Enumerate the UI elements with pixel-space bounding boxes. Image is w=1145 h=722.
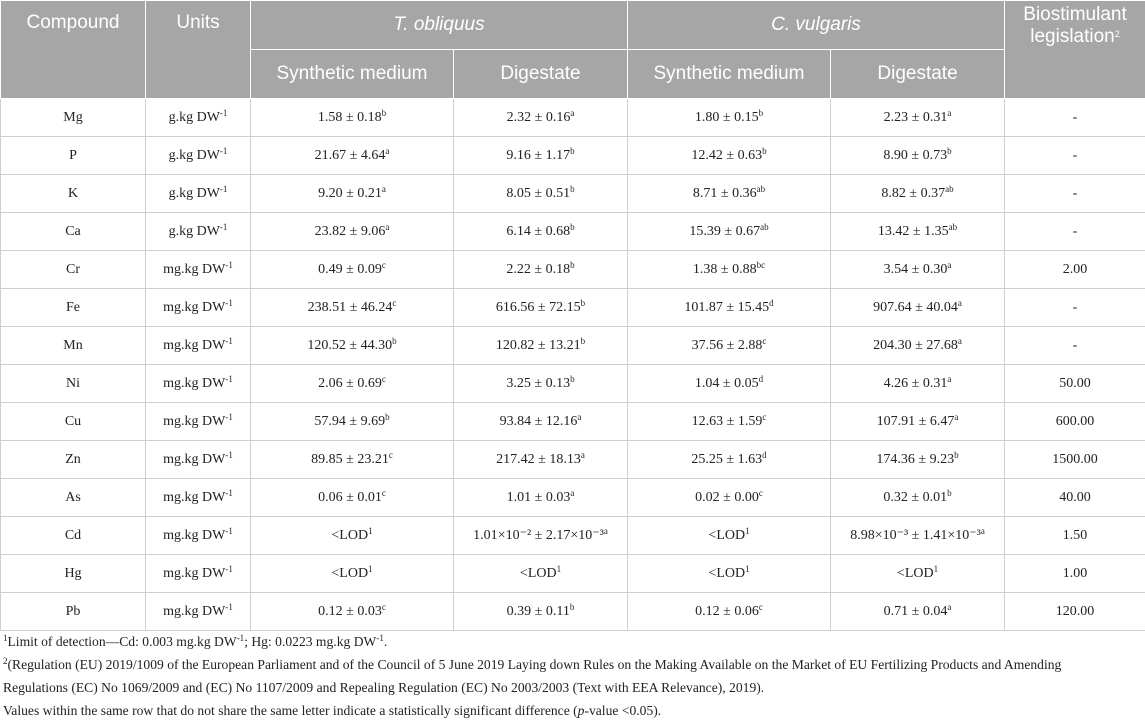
cell-t-obliquus-digestate: 8.05 ± 0.51$^b$ bbox=[454, 175, 628, 213]
cell-c-vulgaris-synthetic: 8.71 ± 0.36$^{ab}$ bbox=[628, 175, 831, 213]
cell-legislation: 1500.00 bbox=[1005, 441, 1145, 479]
subheader-c-digestate: Digestate bbox=[831, 50, 1005, 99]
cell-t-obliquus-digestate: 2.32 ± 0.16$^a$ bbox=[454, 99, 628, 137]
cell-t-obliquus-synthetic: $<LOD^1$ bbox=[251, 555, 454, 593]
cell-c-vulgaris-synthetic: 37.56 ± 2.88$^c$ bbox=[628, 327, 831, 365]
cell-t-obliquus-synthetic: 0.12 ± 0.03$^c$ bbox=[251, 593, 454, 631]
footnote-2-cont: Regulations (EC) No 1069/2009 and (EC) No 1107/2009 and Repealing Regulation (EC) No 2003/2003 (Text with EEA Relevance), 2019). bbox=[3, 676, 1143, 699]
cell-c-vulgaris-synthetic: 1.38 ± 0.88$^{bc}$ bbox=[628, 251, 831, 289]
cell-t-obliquus-synthetic: 23.82 ± 9.06$^a$ bbox=[251, 213, 454, 251]
cell-c-vulgaris-digestate: 3.54 ± 0.30$^a$ bbox=[831, 251, 1005, 289]
table-row bbox=[1, 289, 1145, 327]
cell-t-obliquus-synthetic: 57.94 ± 9.69$^b$ bbox=[251, 403, 454, 441]
cell-compound: Hg bbox=[1, 555, 146, 593]
cell-t-obliquus-digestate: 9.16 ± 1.17$^b$ bbox=[454, 137, 628, 175]
cell-c-vulgaris-digestate: 8.90 ± 0.73$^b$ bbox=[831, 137, 1005, 175]
cell-unit: g.kg $DW^{-1}$ bbox=[146, 175, 251, 213]
cell-c-vulgaris-synthetic: 0.02 ± 0.00$^c$ bbox=[628, 479, 831, 517]
cell-c-vulgaris-synthetic: 1.80 ± 0.15$^b$ bbox=[628, 99, 831, 137]
cell-legislation: 2.00 bbox=[1005, 251, 1145, 289]
table-row bbox=[1, 175, 1145, 213]
table-row bbox=[1, 99, 1145, 137]
header-biostimulant-sup: 2 bbox=[1115, 29, 1120, 39]
cell-unit: mg.kg $DW^{-1}$ bbox=[146, 327, 251, 365]
table-row bbox=[1, 213, 1145, 251]
cell-c-vulgaris-synthetic: 12.63 ± 1.59$^c$ bbox=[628, 403, 831, 441]
cell-t-obliquus-digestate: 93.84 ± 12.16$^a$ bbox=[454, 403, 628, 441]
cell-t-obliquus-synthetic: 120.52 ± 44.30$^b$ bbox=[251, 327, 454, 365]
cell-compound: Mn bbox=[1, 327, 146, 365]
cell-c-vulgaris-digestate: 13.42 ± 1.35$^{ab}$ bbox=[831, 213, 1005, 251]
cell-t-obliquus-digestate: 120.82 ± 13.21$^b$ bbox=[454, 327, 628, 365]
cell-compound: Mg bbox=[1, 99, 146, 137]
cell-c-vulgaris-digestate: $<LOD^1$ bbox=[831, 555, 1005, 593]
cell-unit: mg.kg $DW^{-1}$ bbox=[146, 479, 251, 517]
cell-t-obliquus-digestate: 1.01×10⁻² ± 2.17×10⁻³$^a$ bbox=[454, 517, 628, 555]
cell-t-obliquus-synthetic: 21.67 ± 4.64$^a$ bbox=[251, 137, 454, 175]
footnote-2: $^2$(Regulation (EU) 2019/1009 of the European Parliament and of the Council of 5 June 2019 Laying down Rules on the Making Available on the Market of EU Fertilizing Products and Amending bbox=[3, 653, 1143, 676]
cell-t-obliquus-synthetic: 0.06 ± 0.01$^c$ bbox=[251, 479, 454, 517]
table-row bbox=[1, 403, 1145, 441]
cell-compound: P bbox=[1, 137, 146, 175]
cell-unit: mg.kg $DW^{-1}$ bbox=[146, 365, 251, 403]
table-row bbox=[1, 365, 1145, 403]
table-row bbox=[1, 555, 1145, 593]
cell-t-obliquus-synthetic: 9.20 ± 0.21$^a$ bbox=[251, 175, 454, 213]
cell-legislation: - bbox=[1005, 213, 1145, 251]
cell-t-obliquus-synthetic: 238.51 ± 46.24$^c$ bbox=[251, 289, 454, 327]
cell-legislation: 1.00 bbox=[1005, 555, 1145, 593]
cell-c-vulgaris-digestate: 8.98×10⁻³ ± 1.41×10⁻³$^a$ bbox=[831, 517, 1005, 555]
cell-compound: K bbox=[1, 175, 146, 213]
cell-legislation: 120.00 bbox=[1005, 593, 1145, 631]
table-body bbox=[1, 99, 1145, 631]
cell-t-obliquus-synthetic: 1.58 ± 0.18$^b$ bbox=[251, 99, 454, 137]
cell-c-vulgaris-digestate: 204.30 ± 27.68$^a$ bbox=[831, 327, 1005, 365]
cell-t-obliquus-digestate: 0.39 ± 0.11$^b$ bbox=[454, 593, 628, 631]
cell-legislation: 50.00 bbox=[1005, 365, 1145, 403]
header-biostimulant-label: Biostimulant legislation bbox=[1023, 4, 1127, 47]
cell-c-vulgaris-synthetic: $<LOD^1$ bbox=[628, 517, 831, 555]
cell-t-obliquus-digestate: 3.25 ± 0.13$^b$ bbox=[454, 365, 628, 403]
cell-t-obliquus-digestate: 2.22 ± 0.18$^b$ bbox=[454, 251, 628, 289]
cell-legislation: - bbox=[1005, 175, 1145, 213]
footnotes bbox=[3, 630, 1143, 722]
cell-compound: Ni bbox=[1, 365, 146, 403]
header-units: Units bbox=[146, 1, 251, 99]
cell-legislation: - bbox=[1005, 289, 1145, 327]
cell-unit: g.kg $DW^{-1}$ bbox=[146, 99, 251, 137]
cell-t-obliquus-digestate: 6.14 ± 0.68$^b$ bbox=[454, 213, 628, 251]
cell-unit: g.kg $DW^{-1}$ bbox=[146, 213, 251, 251]
header-c-vulgaris: C. vulgaris bbox=[628, 1, 1005, 50]
cell-c-vulgaris-synthetic: $<LOD^1$ bbox=[628, 555, 831, 593]
cell-c-vulgaris-digestate: 174.36 ± 9.23$^b$ bbox=[831, 441, 1005, 479]
cell-unit: g.kg $DW^{-1}$ bbox=[146, 137, 251, 175]
table-row bbox=[1, 593, 1145, 631]
table-row bbox=[1, 327, 1145, 365]
table-header bbox=[1, 1, 1145, 99]
table-row bbox=[1, 441, 1145, 479]
cell-c-vulgaris-synthetic: 0.12 ± 0.06$^c$ bbox=[628, 593, 831, 631]
cell-legislation: 1.50 bbox=[1005, 517, 1145, 555]
cell-c-vulgaris-digestate: 0.71 ± 0.04$^a$ bbox=[831, 593, 1005, 631]
footnote-1: $^1$Limit of detection—Cd: 0.003 mg.kg $DW^{-1}$; Hg: 0.0223 mg.kg $DW^{-1}$. bbox=[3, 630, 1143, 653]
cell-t-obliquus-synthetic: $<LOD^1$ bbox=[251, 517, 454, 555]
cell-t-obliquus-digestate: 616.56 ± 72.15$^b$ bbox=[454, 289, 628, 327]
cell-legislation: 40.00 bbox=[1005, 479, 1145, 517]
cell-c-vulgaris-synthetic: 1.04 ± 0.05$^d$ bbox=[628, 365, 831, 403]
table-row bbox=[1, 517, 1145, 555]
cell-unit: mg.kg $DW^{-1}$ bbox=[146, 555, 251, 593]
cell-compound: Fe bbox=[1, 289, 146, 327]
cell-unit: mg.kg $DW^{-1}$ bbox=[146, 593, 251, 631]
cell-t-obliquus-digestate: 1.01 ± 0.03$^a$ bbox=[454, 479, 628, 517]
cell-c-vulgaris-digestate: 2.23 ± 0.31$^a$ bbox=[831, 99, 1005, 137]
header-biostimulant bbox=[1005, 1, 1145, 99]
header-compound: Compound bbox=[1, 1, 146, 99]
subheader-c-synthetic: Synthetic medium bbox=[628, 50, 831, 99]
cell-compound: Cd bbox=[1, 517, 146, 555]
cell-c-vulgaris-synthetic: 25.25 ± 1.63$^d$ bbox=[628, 441, 831, 479]
cell-compound: As bbox=[1, 479, 146, 517]
table-row bbox=[1, 137, 1145, 175]
cell-c-vulgaris-synthetic: 101.87 ± 15.45$^d$ bbox=[628, 289, 831, 327]
cell-t-obliquus-synthetic: 0.49 ± 0.09$^c$ bbox=[251, 251, 454, 289]
cell-unit: mg.kg $DW^{-1}$ bbox=[146, 441, 251, 479]
cell-compound: Pb bbox=[1, 593, 146, 631]
cell-legislation: - bbox=[1005, 137, 1145, 175]
header-t-obliquus: T. obliquus bbox=[251, 1, 628, 50]
cell-t-obliquus-digestate: 217.42 ± 18.13$^a$ bbox=[454, 441, 628, 479]
cell-t-obliquus-synthetic: 89.85 ± 23.21$^c$ bbox=[251, 441, 454, 479]
cell-compound: Zn bbox=[1, 441, 146, 479]
cell-legislation: - bbox=[1005, 99, 1145, 137]
cell-unit: mg.kg $DW^{-1}$ bbox=[146, 289, 251, 327]
cell-c-vulgaris-digestate: 0.32 ± 0.01$^b$ bbox=[831, 479, 1005, 517]
cell-t-obliquus-digestate: $<LOD^1$ bbox=[454, 555, 628, 593]
subheader-t-synthetic: Synthetic medium bbox=[251, 50, 454, 99]
cell-c-vulgaris-synthetic: 15.39 ± 0.67$^{ab}$ bbox=[628, 213, 831, 251]
cell-t-obliquus-synthetic: 2.06 ± 0.69$^c$ bbox=[251, 365, 454, 403]
cell-c-vulgaris-digestate: 4.26 ± 0.31$^a$ bbox=[831, 365, 1005, 403]
table-row bbox=[1, 479, 1145, 517]
cell-legislation: 600.00 bbox=[1005, 403, 1145, 441]
cell-c-vulgaris-digestate: 907.64 ± 40.04$^a$ bbox=[831, 289, 1005, 327]
table-row bbox=[1, 251, 1145, 289]
cell-legislation: - bbox=[1005, 327, 1145, 365]
cell-unit: mg.kg $DW^{-1}$ bbox=[146, 251, 251, 289]
cell-compound: Cu bbox=[1, 403, 146, 441]
cell-c-vulgaris-digestate: 8.82 ± 0.37$^{ab}$ bbox=[831, 175, 1005, 213]
cell-unit: mg.kg $DW^{-1}$ bbox=[146, 403, 251, 441]
cell-c-vulgaris-digestate: 107.91 ± 6.47$^a$ bbox=[831, 403, 1005, 441]
footnote-3: Values within the same row that do not share the same letter indicate a statistically significant difference (p-value <0.05). bbox=[3, 699, 1143, 722]
cell-compound: Ca bbox=[1, 213, 146, 251]
subheader-t-digestate: Digestate bbox=[454, 50, 628, 99]
cell-c-vulgaris-synthetic: 12.42 ± 0.63$^b$ bbox=[628, 137, 831, 175]
cell-compound: Cr bbox=[1, 251, 146, 289]
cell-unit: mg.kg $DW^{-1}$ bbox=[146, 517, 251, 555]
